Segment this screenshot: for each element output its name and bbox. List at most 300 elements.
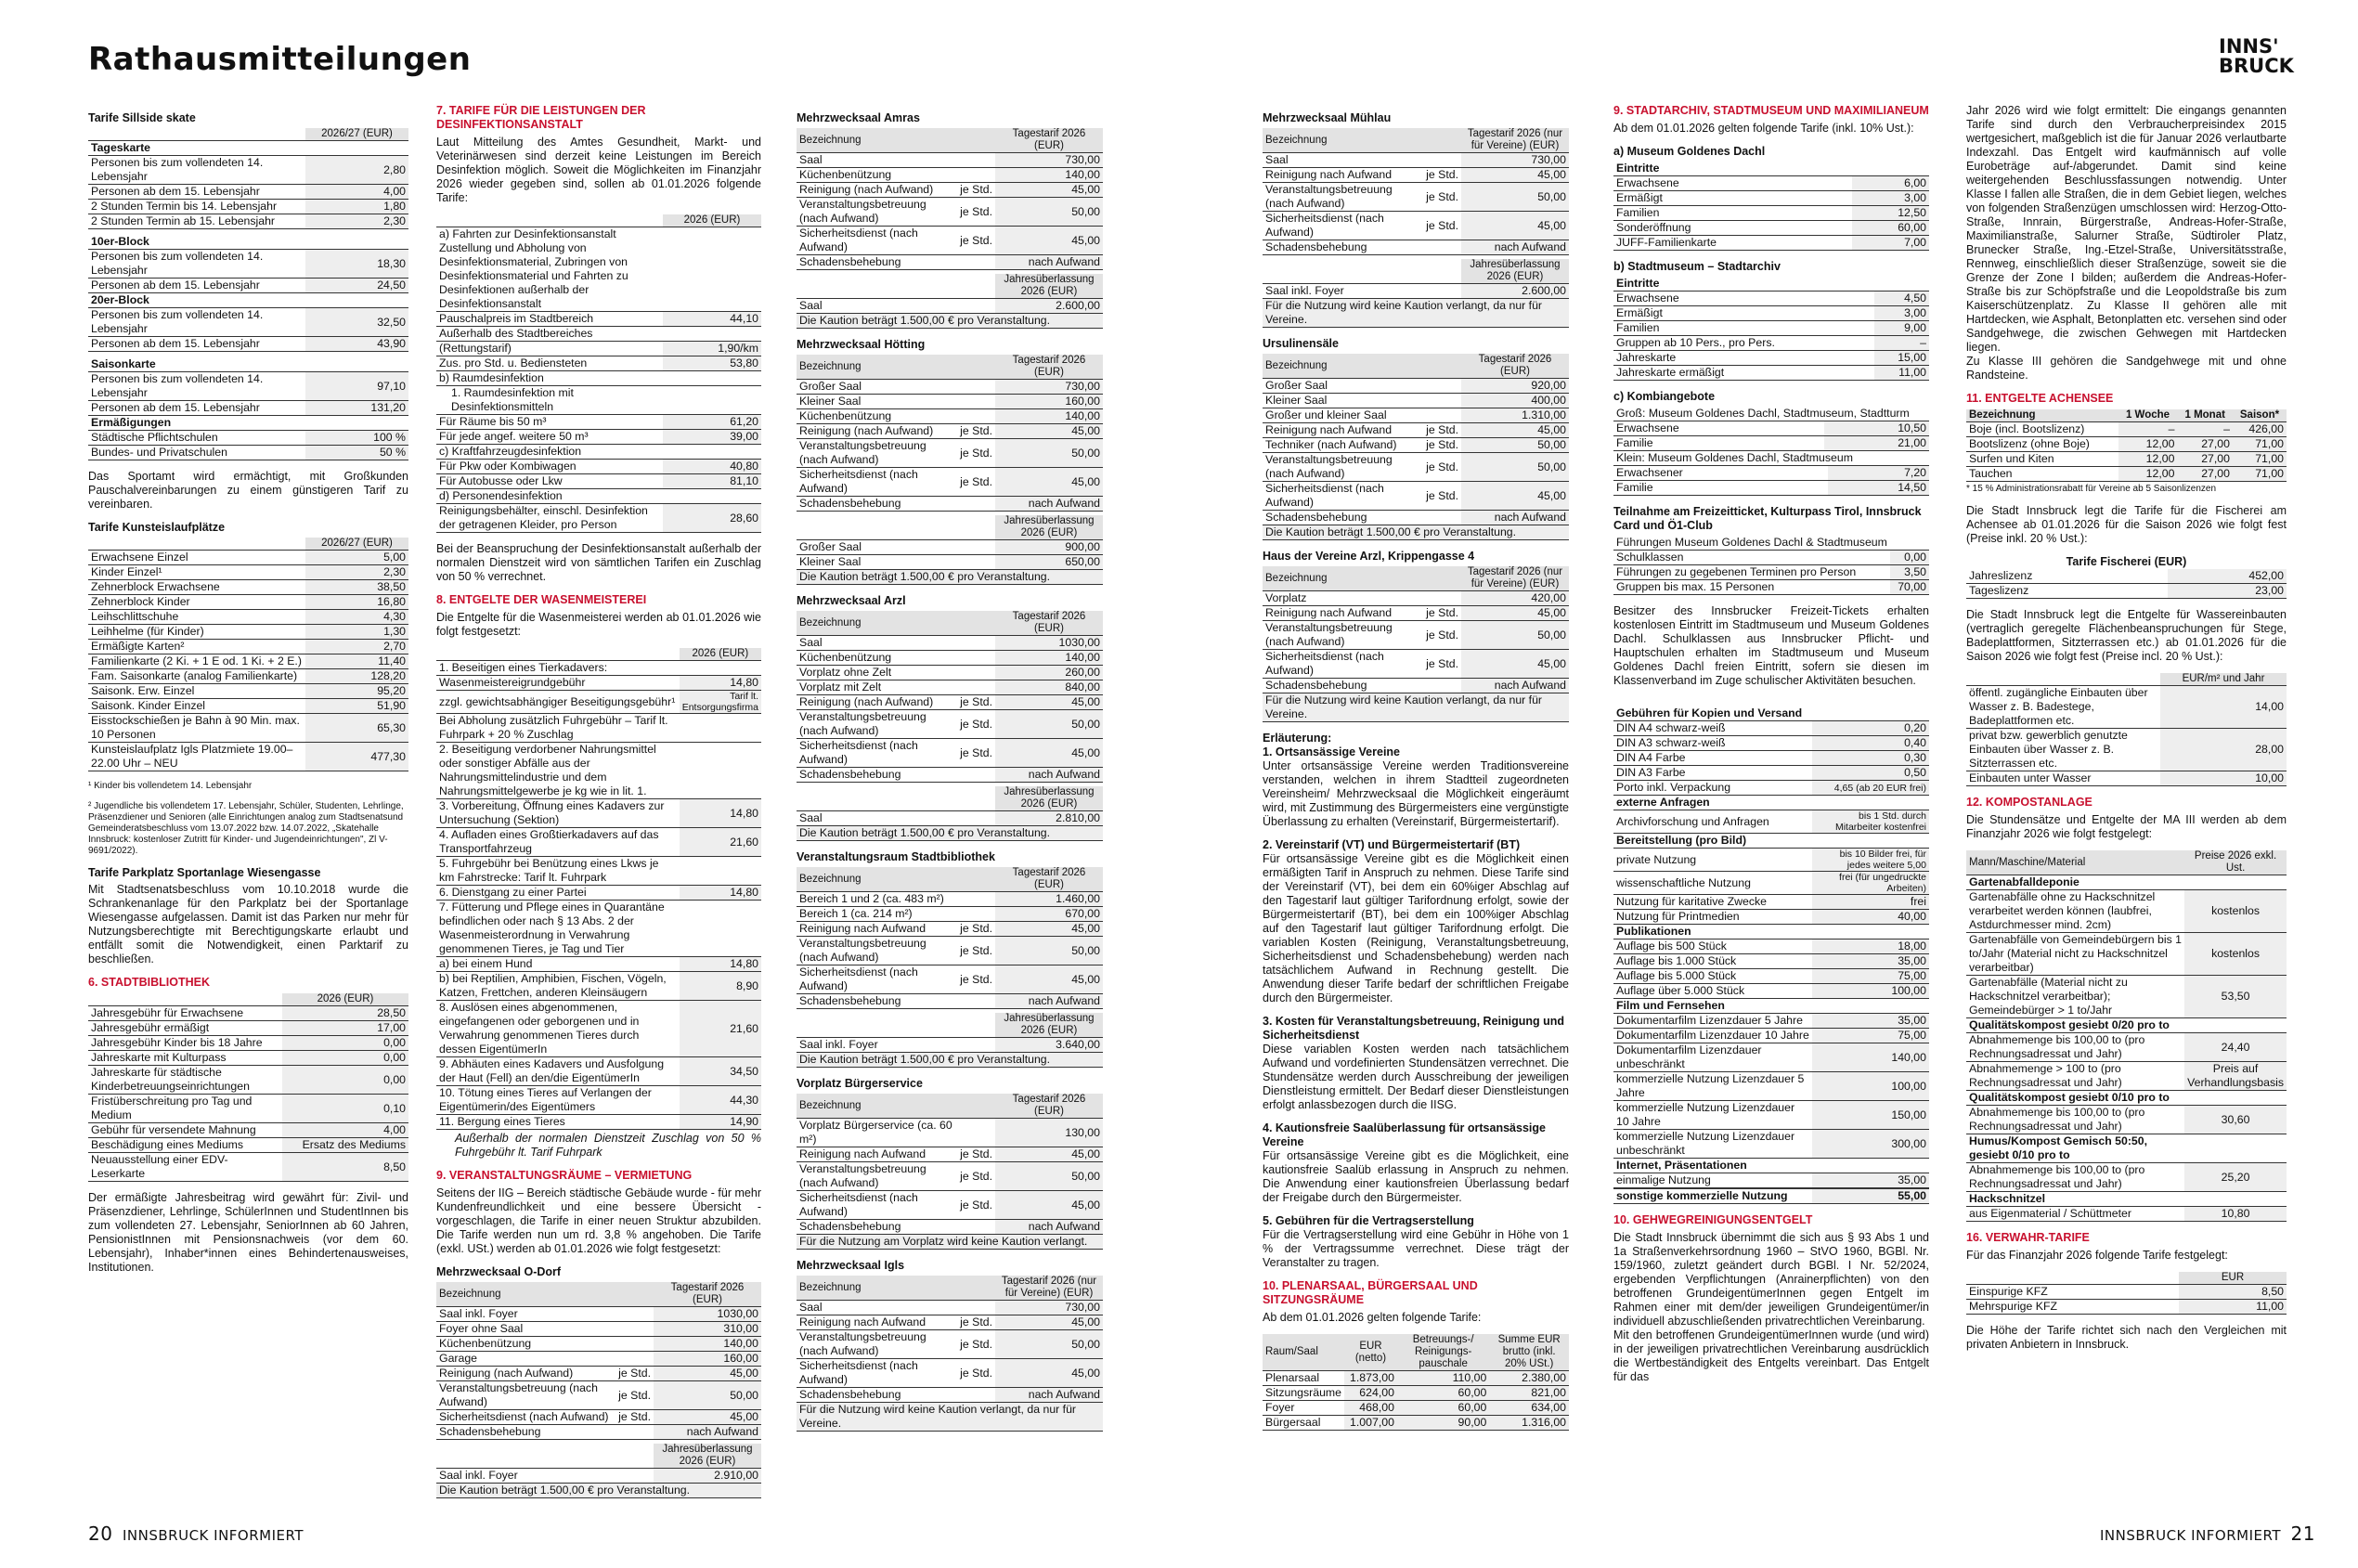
table-row [436, 1001, 761, 1057]
row-label: 9. Abhäuten eines Kadavers und Ausfolgung der Haut (Fell) an den/die EigentümerIn [439, 1057, 665, 1084]
row-unit: je Std. [960, 922, 992, 935]
table-row [797, 255, 1103, 270]
page-number: 21 [2290, 1523, 2315, 1545]
table-row [797, 739, 1103, 768]
row-label: Schadensbehebung [799, 497, 901, 510]
row-label: Schadensbehebung [1265, 679, 1367, 692]
row-unit [957, 497, 995, 512]
row-value: 1,80 [305, 200, 408, 214]
blank-cell [1966, 1272, 2179, 1285]
row-label: Reinigungsbehälter, einschl. Desinfektion der getragenen Kleider, pro Person [439, 504, 648, 531]
row-value: nach Aufwand [995, 255, 1103, 270]
row-label: Neuausstellung einer EDV-Leserkarte [91, 1153, 228, 1180]
row-label: Erwachsene [1616, 421, 1679, 434]
col-header: Summe EUR brutto (inkl. 20% USt.) [1489, 1334, 1569, 1371]
row-value: 140,00 [654, 1337, 761, 1352]
table-row [436, 1307, 761, 1322]
explanation-subheading: 2. Vereinstarif (VT) und Bürgermeistertarif (BT) [1263, 838, 1521, 851]
table-row [88, 1066, 408, 1095]
row-label: Reinigung nach Aufwand [1265, 423, 1393, 436]
row-label: Bereich 1 und 2 (ca. 483 m²) [799, 892, 944, 905]
paragraph: Für ortsansässige Vereine gibt es die Möglichkeit einen ermäßigten Tarif in Anspruch zu nehmen. Diese Tarife sind der Vereinstarif (VT), bei dem ein 60%iger Abschlag auf den Tagestarif laut gültiger Tarifordnung erfolgt, sowie der Bürgermeistertarif (BT), bei dem ein 100%iger Abschlag auf den Tagestarif laut gültiger Tarifordnung erfolgt. Die variablen Kosten (Reinigung, Veranstaltungsbetreuung, Sicherheitsdienst und Schadensbehebung) werden nach tatsächlichem Aufwand in Rechnung gestellt. Die Anwendung dieser Tarife bedarf der schriftlichen Freigabe durch den Bürgermeister. [1263, 852, 1569, 1004]
row-label: Fam. Saisonkarte (analog Familienkarte) [91, 669, 298, 682]
row-value: 452,00 [2168, 569, 2287, 584]
row-value: 50,00 [995, 710, 1103, 739]
table-row [797, 380, 1103, 395]
row-label: Bundes- und Privatschulen [91, 446, 227, 459]
wassereinbauten-table [1966, 673, 2287, 786]
row-label: Erwachsene [1616, 176, 1679, 189]
table-header [1966, 409, 2287, 422]
row-value: 8,50 [2179, 1285, 2287, 1300]
column-3 [797, 104, 1103, 1441]
sillside-table [88, 128, 408, 460]
row-label: Familie [1616, 436, 1653, 449]
col-header: Bezeichnung [797, 128, 957, 153]
table-header [1263, 259, 1569, 284]
table-row [1966, 1033, 2287, 1062]
row-value: 71,00 [2233, 437, 2287, 452]
section-heading: Teilnahme am Freizeitticket, Kulturpass Tirol, Innsbruck Card und Ö1-Club [1613, 505, 1922, 532]
row-label: Schadensbehebung [799, 1388, 901, 1401]
table-row [88, 684, 408, 699]
row-value: 3,50 [1890, 565, 1929, 580]
table-row [1263, 212, 1569, 240]
footnote: * 15 % Administrationsrabatt für Vereine ab 5 Saisonlizenzen [1966, 484, 2217, 494]
row-value: 50,00 [1461, 438, 1569, 453]
table-row [1263, 606, 1569, 621]
row-unit: je Std. [1426, 218, 1458, 232]
col-header: 2026 (EUR) [663, 214, 761, 227]
table-header [797, 1276, 1103, 1301]
col-header: Jahresüberlassung 2026 (EUR) [654, 1444, 761, 1469]
row-value: 70,00 [1890, 580, 1929, 595]
row-value: 140,00 [1812, 1043, 1929, 1072]
row-label: Küchenbenützung [439, 1337, 532, 1350]
paragraph: Der ermäßigte Jahresbeitrag wird gewährt für: Zivil- und Präsenzdiener, Lehrlinge, SchülerInnen und StudentInnen bis zum vollendeten 27. Lebensjahr, SeniorInnen ab 60 Jahren, PensionistInnen mit Pensionsnachweis (vor dem 60. Lebensjahr), Inhaber*innen eines Behindertenausweises, Institutionen. [88, 1191, 408, 1274]
table-row [1613, 176, 1929, 191]
table-row [1966, 1106, 2287, 1134]
paragraph: Ab dem 01.01.2026 gelten folgende Tarife (inkl. 10% Ust.): [1613, 122, 1914, 135]
table-row [797, 695, 1103, 710]
footer-label: INNSBRUCK INFORMIERT [123, 1527, 304, 1544]
row-label: Saal [799, 299, 823, 312]
annual-table [797, 274, 1103, 329]
row-label: aus Eigenmaterial / Schüttmeter [1969, 1207, 2131, 1220]
table-row [436, 972, 761, 1001]
row-value: 14,80 [680, 676, 761, 691]
row-value: 45,00 [995, 1147, 1103, 1162]
row-label: Dokumentarfilm Lizenzdauer unbeschränkt [1616, 1043, 1762, 1070]
table-row [797, 299, 1103, 314]
row-value: 5,00 [305, 551, 408, 565]
table-row [797, 555, 1103, 570]
row-unit [957, 255, 995, 270]
row-label: Schadensbehebung [439, 1425, 541, 1438]
table-row [436, 957, 761, 972]
table-row [1966, 1300, 2287, 1315]
row-label: Gartenabfalldeponie [1969, 875, 2079, 888]
col-header: Bezeichnung [1966, 409, 2118, 422]
paragraph: Für das Finanzjahr 2026 folgende Tarife festgelegt: [1966, 1249, 2228, 1262]
col-header: Tagestarif 2026 (EUR) [995, 611, 1103, 636]
row-label: Familien [1616, 321, 1660, 334]
row-value [680, 901, 761, 957]
row-unit [1423, 408, 1461, 423]
row-label: Jahreskarte [1616, 351, 1677, 364]
row-label: Saisonk. Erw. Einzel [91, 684, 195, 697]
row-value: 7,20 [1828, 466, 1929, 481]
table-row [1966, 1285, 2287, 1300]
row-value [1812, 999, 1929, 1014]
col-header-empty [1423, 354, 1461, 379]
row-label: Saisonk. Kinder Einzel [91, 699, 206, 712]
row-value: 300,00 [1812, 1130, 1929, 1159]
table-row [436, 1337, 761, 1352]
row-label: Sicherheitsdienst (nach Aufwand) [799, 468, 918, 495]
room-heading: Mehrzwecksaal O-Dorf [436, 1265, 562, 1278]
table-row [1613, 162, 1929, 176]
row-value: 71,00 [2233, 467, 2287, 482]
row-label: Küchenbenützung [799, 651, 892, 664]
price-table [1613, 162, 1929, 251]
column-5 [1613, 104, 1929, 1393]
row-label: wissenschaftliche Nutzung [1616, 875, 1751, 889]
row-unit [1423, 511, 1461, 525]
section-heading: a) Museum Goldenes Dachl [1613, 145, 1766, 158]
table-row [797, 1388, 1103, 1403]
row-label: Veranstaltungsbetreuung (nach Aufwand) [439, 1381, 598, 1408]
row-value: 2.380,00 [1489, 1371, 1569, 1386]
row-value: 45,00 [654, 1367, 761, 1381]
row-value: 45,00 [995, 695, 1103, 710]
row-unit [1423, 153, 1461, 168]
row-value: 12,50 [1852, 206, 1929, 221]
section-heading-red: 12. KOMPOSTANLAGE [1966, 796, 2092, 809]
row-label: Ermäßigte Karten² [91, 640, 185, 653]
row-value: 100,00 [1812, 984, 1929, 999]
row-value: 0,40 [1812, 736, 1929, 751]
table-header [1263, 566, 1569, 591]
section-heading: Tarife Parkplatz Sportanlage Wiesengasse [88, 866, 321, 879]
row-label: Leihschlittschuhe [91, 610, 179, 623]
row-value: 150,00 [1812, 1101, 1929, 1130]
row-value: 25,20 [2184, 1163, 2287, 1192]
blank-cell [1966, 673, 2160, 686]
row-label: Reinigung nach Aufwand [1265, 168, 1393, 181]
row-label: Veranstaltungsbetreuung (nach Aufwand) [799, 937, 926, 964]
row-unit [1423, 591, 1461, 606]
row-label: Internet, Präsentationen [1616, 1159, 1747, 1172]
row-label: Vorplatz [1265, 591, 1307, 604]
row-value: 21,60 [680, 828, 761, 857]
section-heading-red: 10. PLENARSAAL, BÜRGERSAAL UND SITZUNGSRÄUME [1263, 1279, 1478, 1306]
table-row [1263, 621, 1569, 650]
table-row [88, 1123, 408, 1138]
row-value: – [2118, 422, 2178, 437]
table-row [1613, 1072, 1929, 1101]
row-unit [957, 1301, 995, 1315]
row-value: 6,00 [1852, 176, 1929, 191]
table-row [1263, 511, 1569, 525]
table-row [436, 1086, 761, 1115]
col-header: Bezeichnung [1263, 128, 1423, 153]
row-value: 38,50 [305, 580, 408, 595]
desinfektion-table [436, 214, 761, 533]
price-table [1613, 536, 1929, 595]
row-value: 32,50 [305, 308, 408, 337]
table-row [88, 551, 408, 565]
row-value: 1.460,00 [995, 892, 1103, 907]
paragraph: Die Stadt Innsbruck legt die Entgelte für Wassereinbauten (vertraglich geregelte Flächenbeanspruchungen für Stege, Badeplattformen, Sitzterrassen etc.) ab 01.01.2026 für die Saison 2026 wie folgt fest (Preise incl. 20 % Ust.): [1966, 608, 2287, 663]
row-value: 11,00 [2179, 1300, 2287, 1315]
row-unit [615, 1425, 654, 1440]
row-value: nach Aufwand [1461, 240, 1569, 255]
row-value: 2.600,00 [995, 299, 1103, 314]
table-row [1613, 721, 1929, 736]
row-value: 2,80 [305, 156, 408, 185]
row-label: Film und Fernsehen [1616, 999, 1725, 1012]
table-row [797, 1191, 1103, 1220]
row-value: 44,10 [663, 312, 761, 327]
table-row [1966, 422, 2287, 437]
annual-table [797, 515, 1103, 585]
row-label: Bei Abholung zusätzlich Fuhrgebühr – Tarif lt. Fuhrpark + 20 % Zuschlag [439, 714, 668, 741]
row-label: Gruppen bis max. 15 Personen [1616, 580, 1775, 593]
row-unit: je Std. [960, 1169, 992, 1183]
table-row [1613, 191, 1929, 206]
row-label: Gruppen ab 10 Pers., pro Pers. [1616, 336, 1775, 349]
row-value: 65,30 [305, 714, 408, 743]
table-row [797, 497, 1103, 512]
row-value: 1.007,00 [1344, 1416, 1397, 1431]
table-row [1613, 999, 1929, 1014]
row-unit [957, 1388, 995, 1403]
paragraph: Jahr 2026 wird wie folgt ermittelt: Die eingangs genannten Tarife sind durch den Verbraucherpreisindex 2015 wertgesichert, maßgeblich ist die für Januar 2026 verlautbarte Indexzahl. Das Entgelt wird kaufmännisch auf volle Eurobeträge auf-/abgerundet. Damit sind keine weitergehenden Beschlussfassungen notwendig. Unter Klasse I fallen alle Straßen, die in dem Gebiet liegen, welches von folgenden Straßenzügen umschlossen wird: Herzog-Otto-Straße, Innrain, Bürgerstraße, Andreas-Hofer-Straße, Maximilianstraße, Salurner Straße, Südtiroler Platz, Brunecker Straße, Ing.-Etzel-Straße, Universitätsstraße, Rennweg, einschließlich dieser Straßenzüge, soweit sie die Grenze der Zone I bilden; außerdem die Andreas-Hofer-Straße bis zur Schöpfstraße und die Leopoldstraße bis zum Kaiserschützenplatz. Zu Klasse II gehören alle mit Hartdecken, wie Asphalt, Betonplatten etc. versehen sind oder Sandgehwege, die zwischen Gehwegen mit Hartdecken liegen. [1966, 104, 2287, 354]
row-label: Auflage bis 1.000 Stück [1616, 954, 1737, 967]
row-label: 2 Stunden Termin bis 14. Lebensjahr [91, 200, 278, 213]
row-label: Reinigung (nach Aufwand) [799, 695, 934, 708]
table-header [797, 128, 1103, 153]
row-value: 75,00 [1812, 1029, 1929, 1043]
row-label: Städtische Pflichtschulen [91, 431, 218, 444]
row-unit [615, 1352, 654, 1367]
row-unit: je Std. [960, 233, 992, 247]
row-label: DIN A3 schwarz-weiß [1616, 736, 1726, 749]
row-label: Personen ab dem 15. Lebensjahr [91, 279, 260, 292]
col-header: Saison* [2233, 409, 2287, 422]
footnote: ² Jugendliche bis vollendetem 17. Lebensjahr, Schüler, Studenten, Lehrlinge, Präsenzdiener und Senioren (alle Einrichtungen analog zum Stadtsenatsund Gemeinderatsbeschluss vom 13.07.2022 bzw. 14.07.2022, „Skatehalle Innsbruck: kostenloser Zutritt für Kinder- und Jugendeinrichtungen", Zl V-9691/2022). [88, 801, 404, 856]
row-label: Hackschnitzel [1969, 1192, 2046, 1205]
row-unit [615, 1307, 654, 1322]
table-row [436, 828, 761, 857]
row-value: 18,30 [305, 250, 408, 279]
row-label: Sicherheitsdienst (nach Aufwand) [799, 739, 918, 766]
row-label: Saal [1265, 153, 1289, 166]
table-row [1966, 771, 2287, 786]
row-value: 7,00 [1852, 236, 1929, 251]
table-row [1966, 1163, 2287, 1192]
table-row [797, 198, 1103, 227]
row-value: 45,00 [995, 1315, 1103, 1330]
row-value: 45,00 [1461, 606, 1569, 621]
row-label: Personen bis zum vollendeten 14. Lebensjahr [91, 250, 264, 277]
table-row [1966, 1192, 2287, 1207]
row-unit: je Std. [618, 1367, 651, 1380]
room-heading: Veranstaltungsraum Stadtbibliothek [797, 850, 995, 863]
row-value: 1030,00 [654, 1307, 761, 1322]
row-value: kostenlos [2184, 933, 2287, 976]
col-header-empty [957, 128, 995, 153]
row-unit [957, 666, 995, 680]
col-header: Raum/Saal [1263, 1334, 1344, 1371]
table-row [88, 1138, 408, 1153]
table-row [1966, 875, 2287, 890]
row-label: Vorplatz ohne Zelt [799, 666, 892, 679]
row-unit: je Std. [1426, 460, 1458, 473]
row-value: 71,00 [2233, 452, 2287, 467]
row-label: einmalige Nutzung [1616, 1173, 1711, 1186]
row-value: 4,50 [1874, 292, 1929, 306]
row-value: bis 10 Bilder frei, für jedes weitere 5,00 [1812, 849, 1929, 872]
row-value: 670,00 [995, 907, 1103, 922]
row-value: 131,20 [305, 401, 408, 416]
odorf-annual-table [436, 1444, 761, 1498]
row-label: Küchenbenützung [799, 409, 892, 422]
row-label: Für Autobusse oder Lkw [439, 474, 563, 487]
col-header: Bezeichnung [797, 611, 957, 636]
row-label: Personen ab dem 15. Lebensjahr [91, 401, 260, 414]
logo [2219, 35, 2294, 77]
col-header: Jahresüberlassung 2026 (EUR) [995, 786, 1103, 811]
blank-cell [797, 515, 995, 540]
table-row [1613, 1159, 1929, 1173]
row-label: Saal inkl. Foyer [799, 1038, 878, 1051]
col-header: Bezeichnung [797, 1094, 957, 1119]
row-label: b) Raumdesinfektion [439, 371, 544, 384]
row-label: Tauchen [1969, 467, 2013, 480]
row-label: 2 Stunden Termin ab 15. Lebensjahr [91, 214, 276, 227]
price-table [1966, 569, 2287, 599]
row-label: Eisstockschießen je Bahn à 90 Min. max. 10 Personen [91, 714, 300, 741]
row-unit [957, 153, 995, 168]
row-value: 730,00 [995, 153, 1103, 168]
row-value: 1.310,00 [1461, 408, 1569, 423]
row-value: 1030,00 [995, 636, 1103, 651]
table-row [436, 799, 761, 828]
row-value: 2,30 [305, 565, 408, 580]
table-row [797, 409, 1103, 424]
table-row [1966, 569, 2287, 584]
table-row [1613, 277, 1929, 292]
row-label: Veranstaltungsbetreuung (nach Aufwand) [799, 710, 926, 737]
col-header-empty [1423, 566, 1461, 591]
col-header: Tagestarif 2026 (EUR) [995, 128, 1103, 153]
row-label: (Rettungstarif) [439, 342, 512, 355]
row-value: 100,00 [1812, 1072, 1929, 1101]
row-unit: je Std. [960, 695, 992, 708]
row-value: 45,00 [995, 1359, 1103, 1388]
row-value [1852, 162, 1929, 176]
row-label: Wasenmeistereigrundgebühr [439, 676, 586, 689]
row-unit: je Std. [1426, 628, 1458, 641]
row-value: 50,00 [1461, 453, 1569, 482]
table-row [1613, 706, 1929, 721]
table-row [1613, 221, 1929, 236]
section-heading-red: 11. ENTGELTE ACHENSEE [1966, 392, 2114, 405]
col-header: EUR [2179, 1272, 2287, 1285]
table-row [436, 1367, 761, 1381]
row-value: 50,00 [995, 198, 1103, 227]
paragraph: Unter ortsansässige Vereine werden Traditionsvereine verstanden, welchen in ihrem Stadtteil zugeordneten Vereinsheim/ Mehrzwecksaal die Möglichkeit eingeräumt wird, mit Zustimmung des Bürgermeisters eine vergünstigte Überlassung zu erhalten (Vereinstarif, Bürgermeistertarif). [1263, 759, 1569, 828]
row-label: Einbauten unter Wasser [1969, 771, 2092, 784]
table-row [1966, 452, 2287, 467]
table-row [436, 1381, 761, 1410]
row-label: Veranstaltungsbetreuung (nach Aufwand) [799, 1162, 926, 1189]
row-value: 90,00 [1397, 1416, 1489, 1431]
row-label: Bootslizenz (ohne Boje) [1969, 437, 2090, 450]
row-label: Gartenabfälle (Material nicht zu Hackschnitzel verarbeitbar); Gemeindebürger > 1 to/Jahr [1969, 976, 2128, 1017]
row-unit: je Std. [960, 717, 992, 731]
row-unit: je Std. [960, 1315, 992, 1328]
table-row [1966, 467, 2287, 482]
table-row [1263, 453, 1569, 482]
table-row [436, 691, 761, 714]
row-value: 730,00 [995, 1301, 1103, 1315]
row-label: Jahreskarte ermäßigt [1616, 366, 1725, 379]
row-value: 0,20 [1812, 721, 1929, 736]
row-value: 28,60 [663, 504, 761, 533]
table-row [1613, 834, 1929, 849]
row-value: 35,00 [1812, 954, 1929, 969]
note: Die Kaution beträgt 1.500,00 € pro Veranstaltung. [797, 1053, 1103, 1068]
row-value: frei [1812, 895, 1929, 910]
row-label: Personen bis zum vollendeten 14. Lebensjahr [91, 156, 264, 183]
row-label: Porto inkl. Verpackung [1616, 781, 1731, 794]
paragraph: Die Entgelte für die Wasenmeisterei werden ab 01.01.2026 wie folgt festgesetzt: [436, 611, 761, 638]
row-label: Großer Saal [799, 380, 862, 393]
note-row [797, 1403, 1103, 1432]
row-value: 30,60 [2184, 1106, 2287, 1134]
row-value: 160,00 [995, 395, 1103, 409]
row-label: kommerzielle Nutzung Lizenzdauer 5 Jahre [1616, 1072, 1805, 1099]
table-row [797, 651, 1103, 666]
row-value: 45,00 [995, 1191, 1103, 1220]
row-label: Saal inkl. Foyer [439, 1307, 518, 1320]
table-row [88, 1153, 408, 1182]
row-label: Archivforschung und Anfragen [1616, 814, 1769, 828]
row-label: Abnahmemenge bis 100,00 to (pro Rechnungsadressat und Jahr) [1969, 1033, 2145, 1060]
note: Die Kaution beträgt 1.500,00 € pro Veranstaltung. [797, 826, 1103, 841]
row-value: 1.873,00 [1344, 1371, 1397, 1386]
table-row [1263, 1401, 1569, 1416]
row-value: 4,65 (ab 20 EUR frei) [1812, 781, 1929, 796]
row-label: Personen ab dem 15. Lebensjahr [91, 337, 260, 350]
col-header: Tagestarif 2026 (EUR) [995, 355, 1103, 380]
row-value: 50,00 [654, 1381, 761, 1410]
row-label: kommerzielle Nutzung Lizenzdauer unbeschränkt [1616, 1130, 1795, 1157]
table-header [797, 1094, 1103, 1119]
row-value: 634,00 [1489, 1401, 1569, 1416]
table-row [436, 743, 761, 799]
row-value: 2,30 [305, 214, 408, 229]
table-row [1613, 436, 1929, 451]
row-label: 5. Fuhrgebühr bei Benützung eines Lkws je km Fahrstrecke: Tarif lt. Fuhrpark [439, 857, 659, 884]
row-label: Küchenbenützung [799, 168, 892, 181]
row-label: Sonderöffnung [1616, 221, 1691, 234]
row-value: Tarif lt. Entsorgungsfirma [680, 691, 761, 714]
row-label: Abnahmemenge > 100 to (pro Rechnungsadressat und Jahr) [1969, 1062, 2122, 1089]
